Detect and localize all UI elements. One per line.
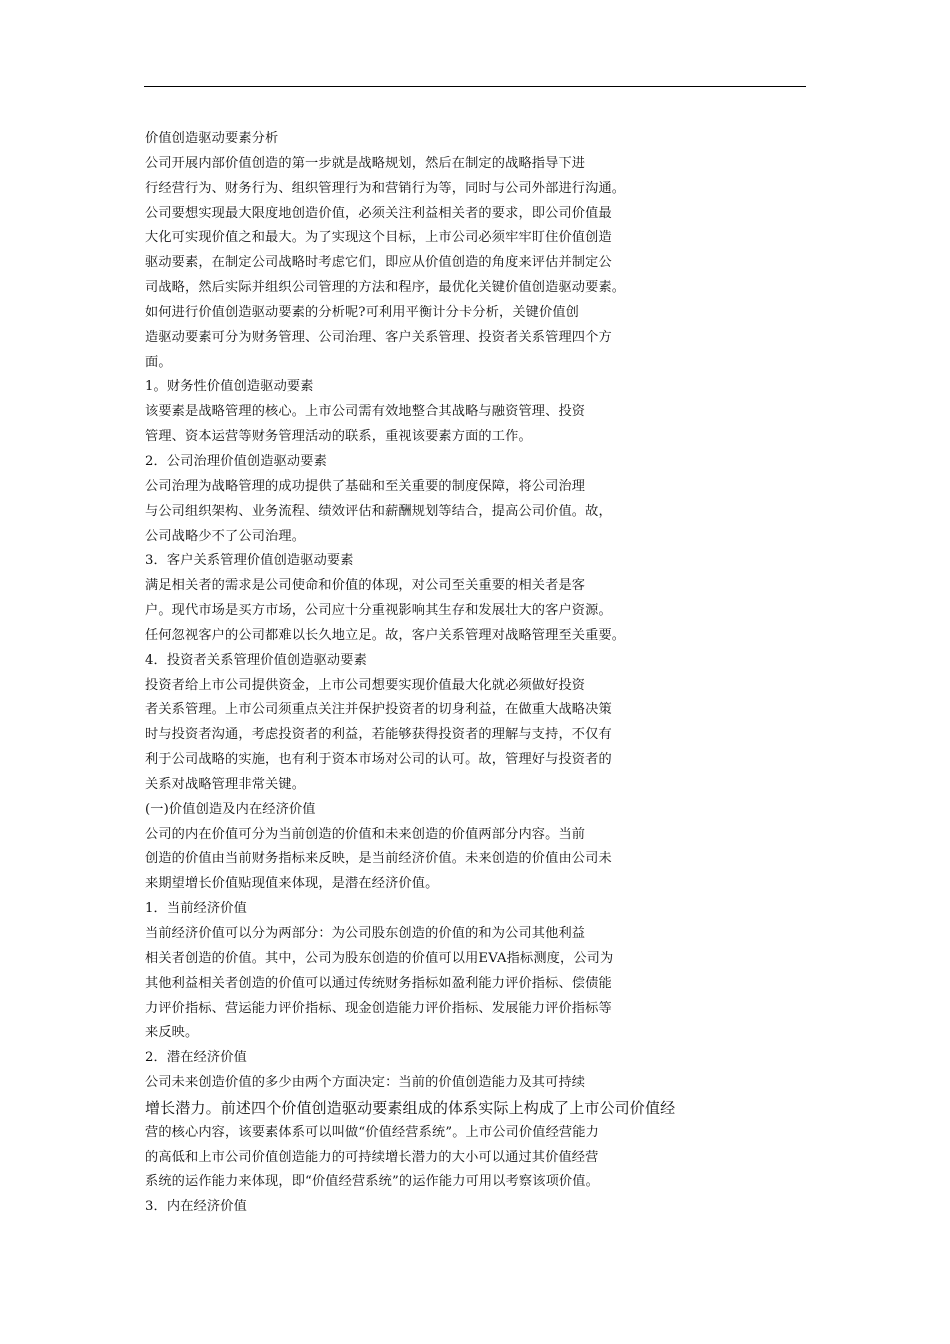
paragraph-line: 当前经济价值可以分为两部分：为公司股东创造的价值的和为公司其他利益 xyxy=(145,926,586,941)
header-rule xyxy=(144,86,806,87)
paragraph-line: 驱动要素，在制定公司战略时考虑它们，即应从价值创造的角度来评估并制定公 xyxy=(145,255,612,271)
paragraph-line: 来反映。 xyxy=(145,1025,199,1041)
paragraph-line: 行经营行为、财务行为、组织管理行为和营销行为等，同时与公司外部进行沟通。 xyxy=(145,180,626,196)
paragraph-line: 关系对战略管理非常关键。 xyxy=(145,776,306,792)
paragraph-line: 面。 xyxy=(145,354,172,370)
paragraph-line: 公司的内在价值可分为当前创造的价值和未来创造的价值两部分内容。当前 xyxy=(145,826,586,842)
subheading: 3．客户关系管理价值创造驱动要素 xyxy=(145,553,354,569)
subheading: (一)价值创造及内在经济价值 xyxy=(145,801,316,817)
paragraph-line: 任何忽视客户的公司都难以长久地立足。故，客户关系管理对战略管理至关重要。 xyxy=(145,627,626,643)
paragraph-line: 利于公司战略的实施，也有利于资本市场对公司的认可。故，管理好与投资者的 xyxy=(145,752,612,768)
paragraph-line: 公司未来创造价值的多少由两个方面决定：当前的价值创造能力及其可持续 xyxy=(145,1075,586,1091)
paragraph-line: 时与投资者沟通，考虑投资者的利益，若能够获得投资者的理解与支持，不仅有 xyxy=(145,727,612,743)
subheading: 3．内在经济价值 xyxy=(145,1199,247,1215)
document-body xyxy=(145,127,825,1220)
paragraph-line: 造驱动要素可分为财务管理、公司治理、客户关系管理、投资者关系管理四个方 xyxy=(145,329,612,345)
paragraph-line: 力评价指标、营运能力评价指标、现金创造能力评价指标、发展能力评价指标等 xyxy=(145,1000,612,1016)
paragraph-line: 管理、资本运营等财务管理活动的联系，重视该要素方面的工作。 xyxy=(145,429,532,445)
paragraph-line: 该要素是战略管理的核心。上市公司需有效地整合其战略与融资管理、投资 xyxy=(145,404,586,420)
subheading: 1。财务性价值创造驱动要素 xyxy=(145,379,314,395)
paragraph-line: 投资者给上市公司提供资金，上市公司想要实现价值最大化就必须做好投资 xyxy=(145,677,586,693)
paragraph-line: 公司要想实现最大限度地创造价值，必须关注利益相关者的要求，即公司价值最 xyxy=(145,205,612,221)
paragraph-line: 公司开展内部价值创造的第一步就是战略规划，然后在制定的战略指导下进 xyxy=(145,155,586,171)
subheading: 2．潜在经济价值 xyxy=(145,1050,247,1066)
paragraph-line: 创造的价值由当前财务指标来反映，是当前经济价值。未来创造的价值由公司未 xyxy=(145,851,612,867)
paragraph-line: 司战略，然后实际并组织公司管理的方法和程序，最优化关键价值创造驱动要素。 xyxy=(145,280,626,296)
paragraph-line: 系统的运作能力来体现，即“价值经营系统”的运作能力可用以考察该项价值。 xyxy=(145,1174,599,1190)
paragraph-line: 的高低和上市公司价值创造能力的可持续增长潜力的大小可以通过其价值经营 xyxy=(145,1149,599,1165)
paragraph-line: 公司治理为战略管理的成功提供了基础和至关重要的制度保障，将公司治理 xyxy=(145,478,586,494)
subheading: 4．投资者关系管理价值创造驱动要素 xyxy=(145,652,367,668)
paragraph-line: 与公司组织架构、业务流程、绩效评估和薪酬规划等结合，提高公司价值。故， xyxy=(145,503,612,519)
paragraph-line: 户。现代市场是买方市场，公司应十分重视影响其生存和发展壮大的客户资源。 xyxy=(145,603,612,619)
paragraph-line: 者关系管理。上市公司须重点关注并保护投资者的切身利益，在做重大战略决策 xyxy=(145,702,612,718)
paragraph-line: 满足相关者的需求是公司使命和价值的体现，对公司至关重要的相关者是客 xyxy=(145,578,586,594)
paragraph-line: 增长潜力。前述四个价值创造驱动要素组成的体系实际上构成了上市公司价值经 xyxy=(145,1098,676,1117)
subheading: 2．公司治理价值创造驱动要素 xyxy=(145,453,327,469)
paragraph-line: 公司战略少不了公司治理。 xyxy=(145,528,306,544)
paragraph-line: 来期望增长价值贴现值来体现，是潜在经济价值。 xyxy=(145,876,439,892)
paragraph-line: 大化可实现价值之和最大。为了实现这个目标，上市公司必须牢牢盯住价值创造 xyxy=(145,230,612,246)
subheading: 1．当前经济价值 xyxy=(145,901,247,917)
paragraph-line: 营的核心内容，该要素体系可以叫做“价值经营系统”。上市公司价值经营能力 xyxy=(145,1124,599,1140)
paragraph-line: 相关者创造的价值。其中，公司为股东创造的价值可以用EVA指标测度，公司为 xyxy=(145,950,614,966)
paragraph-line: 如何进行价值创造驱动要素的分析呢?可利用平衡计分卡分析，关键价值创 xyxy=(145,304,580,320)
section-title: 价值创造驱动要素分析 xyxy=(145,131,279,146)
paragraph-line: 其他利益相关者创造的价值可以通过传统财务指标如盈利能力评价指标、偿债能 xyxy=(145,975,612,991)
